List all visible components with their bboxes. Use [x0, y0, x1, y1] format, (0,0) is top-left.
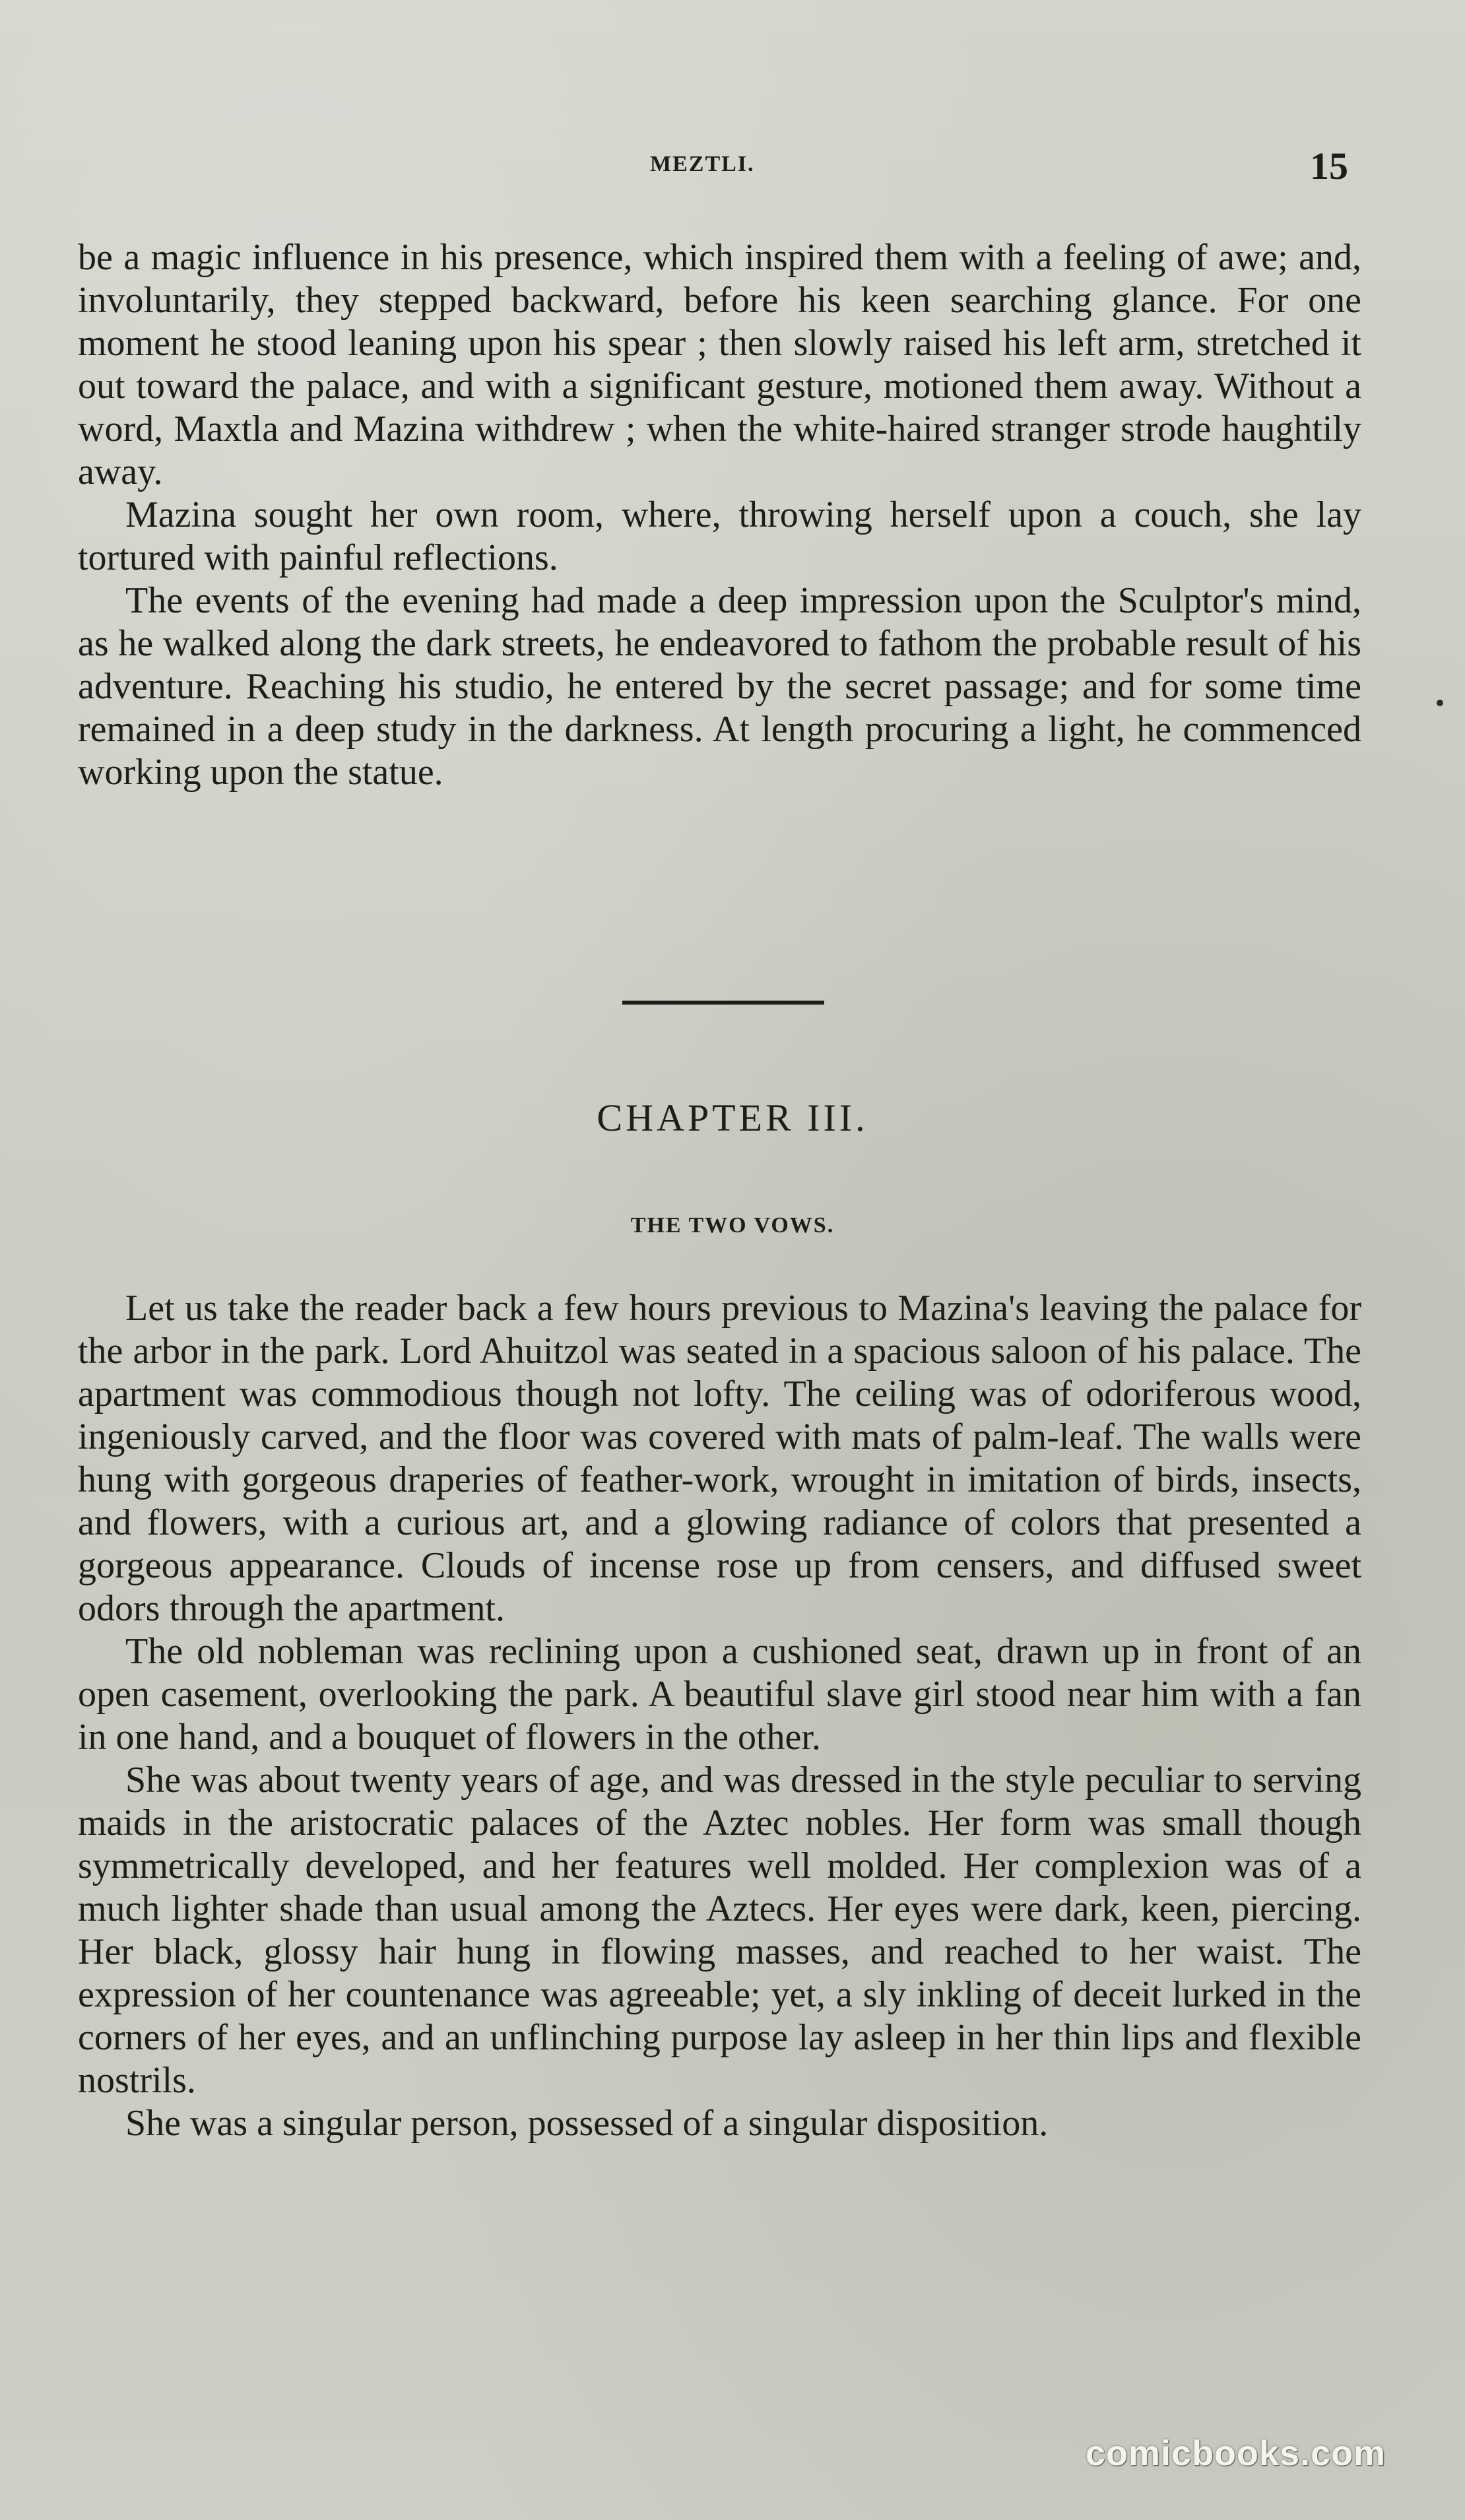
text-block-chapter [78, 1287, 1361, 2145]
paragraph: The events of the evening had made a deep impression upon the Sculptor's mind, as he walked along the dark streets, he endeavored to fathom the probable result of his adventure. Reaching his studio, he entered by the secret passage; and for some time remained in a deep study in the darkness. At length procuring a light, he commenced working upon the statue. [78, 580, 1361, 793]
section-divider-rule [622, 1001, 824, 1005]
running-title: MEZTLI. [650, 152, 755, 176]
chapter-subtitle: THE TWO VOWS. [630, 1213, 835, 1238]
paragraph: The old nobleman was reclining upon a cushioned seat, drawn up in front of an open casement, overlooking the park. A beautiful slave girl stood near him with a fan in one hand, and a bouquet of flowers in the other. [78, 1631, 1361, 1758]
paragraph: Let us take the reader back a few hours previous to Mazina's leaving the palace for the arbor in the park. Lord Ahuitzol was seated in a spacious saloon of his palace. The apartment was commodious though not lofty. The ceiling was of odoriferous wood, ingeniously carved, and the floor was covered with mats of palm-leaf. The walls were hung with gorgeous draperies of feather-work, wrought in imitation of birds, insects, and flowers, with a curious art, and a glowing radiance of colors that presented a gorgeous appearance. Clouds of incense rose up from censers, and diffused sweet odors through the apartment. [78, 1288, 1361, 1629]
running-head [0, 144, 1465, 187]
watermark: comicbooks.com [1086, 2434, 1386, 2473]
paragraph: be a magic influence in his presence, which inspired them with a feeling of awe; and, involuntarily, they stepped backward, before his keen searching glance. For one moment he stood leaning upon his spear ; then slowly raised his left arm, stretched it out toward the palace, and with a significant gesture, motioned them away. Without a word, Maxtla and Mazina withdrew ; when the white-haired stranger strode haughtily away. [78, 237, 1361, 492]
text-block-continued [78, 236, 1361, 794]
chapter-title: CHAPTER III. [597, 1096, 868, 1139]
paragraph: Mazina sought her own room, where, throwing herself upon a couch, she lay tortured with painful reflections. [78, 494, 1361, 578]
paragraph: She was about twenty years of age, and was dressed in the style peculiar to serving maids in the aristocratic palaces of the Aztec nobles. Her form was small though symmetrically developed, and her features well molded. Her complexion was of a much lighter shade than usual among the Aztecs. Her eyes were dark, keen, piercing. Her black, glossy hair hung in flowing masses, and reached to her waist. The expression of her countenance was agreeable; yet, a sly inkling of deceit lurked in the corners of her eyes, and an unflinching purpose lay asleep in her thin lips and flexible nostrils. [78, 1760, 1361, 2101]
ink-speck [1437, 700, 1443, 706]
paragraph: She was a singular person, possessed of a singular disposition. [125, 2103, 1049, 2144]
page-number: 15 [1310, 145, 1348, 187]
